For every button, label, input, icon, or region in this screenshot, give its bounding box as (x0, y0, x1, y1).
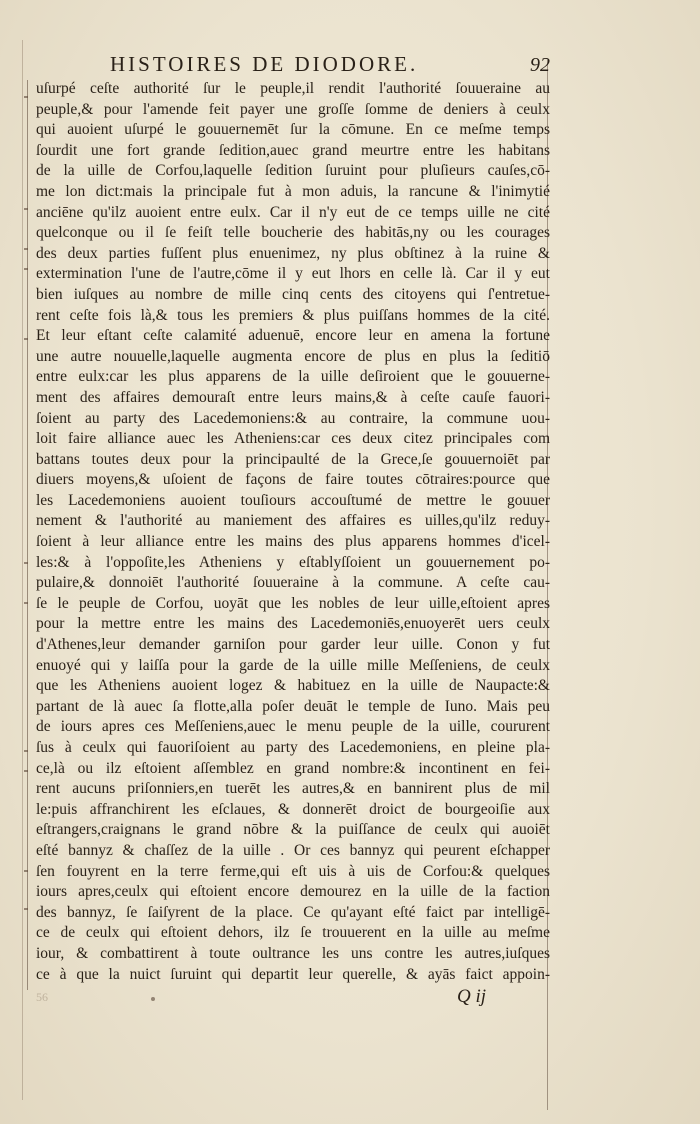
text-line: les:& à l'oppoſite,les Atheniens y eſtablyſſoient un gouuernement po- (36, 553, 550, 571)
text-line: ſoient à leur alliance entre les mains des plus apparens hommes d'icel- (36, 533, 550, 551)
text-line: peuple,& pour l'amende feit payer une groſſe ſomme de deniers à ceulx (36, 100, 550, 118)
text-line: ſen fouyrent en la terre ferme,qui eſt uis à uis de Corfou:& quelques (36, 862, 550, 880)
running-head-title: HISTOIRES DE DIODORE. (110, 52, 419, 76)
text-line: nement & l'authorité au maniement des affaires es uilles,qu'ilz reduy- (36, 512, 550, 530)
text-line: ſoient au party des Lacedemoniens:& au contraire, la commune uou- (36, 409, 550, 427)
text-line: ſe le peuple de Corfou, uoyāt que les nobles de leur uille,eſtoient apres (36, 594, 550, 612)
text-line: une autre nouuelle,laquelle augmenta encore de plus en plus la ſeditiō (36, 347, 550, 365)
margin-tick (24, 770, 28, 772)
text-line: rent aucuns priſonniers,en tuerēt les autres,& en bannirent plus de mil (36, 780, 550, 798)
text-line: ce de ceulx qui eſtoient dehors, ilz ſe trouuerent en la uille au meſme (36, 924, 550, 942)
text-line: battans toutes deux pour la principaulté de la Grece,ſe gouuernoiēt par (36, 450, 550, 468)
text-line: de iours apres ces Meſſeniens,auec le menu peuple de la uille, coururent (36, 718, 550, 736)
margin-tick (24, 208, 28, 210)
text-line: loit faire alliance auec les Atheniens:car ces deux citez principales com (36, 430, 550, 448)
text-line: ſourdit une fort grande ſedition,auec grand meurtre entre les habitans (36, 141, 550, 159)
margin-tick (24, 248, 28, 250)
signature-mark: Q ij (457, 986, 487, 1007)
text-line: de la uille de Corfou,laquelle ſedition ſuruint pour pluſieurs cauſes,cō- (36, 162, 550, 180)
text-line: d'Athenes,leur demander garniſon pour garder leur uille. Conon y fut (36, 636, 550, 654)
margin-tick (24, 562, 28, 564)
text-line: ſus à ceulx qui fauoriſoient au party des Lacedemoniens, en pleine pla- (36, 739, 550, 756)
text-line: qui auoient uſurpé le gouuernemēt ſur la cōmune. En ce meſme temps (36, 121, 550, 139)
margin-tick (24, 602, 28, 604)
gutter-edge (22, 40, 23, 1100)
text-line: ce,là ou ilz eſtoient aſſemblez en grand nombre:& incontinent en fei- (36, 759, 550, 777)
body-text (36, 79, 550, 985)
margin-tick (24, 96, 28, 98)
text-line: pulaire,& donnoiēt l'authorité ſouueraine à la commune. A ceſte cau- (36, 574, 550, 592)
text-line: des deux parties fuſſent plus enuenimez, ny plus obſtinez à la ruine & (36, 244, 550, 262)
text-line: anciēne qu'ilz auoient entre eulx. Car il n'y eut de ce temps uille ne cité (36, 203, 550, 221)
text-line: diuers moyens,& uſoient de façons de faire toutes cōtraires:pource que (36, 471, 550, 489)
text-line: bien iuſques au nombre de mille cinq cents des citoyens qui ſ'entretue- (36, 285, 550, 303)
text-line: Et leur eſtant ceſte calamité aduenuē, encore leur en amena la fortune (36, 327, 550, 345)
text-line: ment des affaires demouraſt entre leurs mains,& à ceſte cauſe fauori- (36, 388, 550, 406)
text-line: iour, & combattirent à toute oultrance les uns contre les autres,iuſques (36, 944, 550, 962)
text-line: entre eulx:car les plus apparens de la uille deſiroient que le gouuerne- (36, 368, 550, 386)
running-head (110, 52, 550, 82)
ink-dot (151, 997, 155, 1001)
text-line: le:puis affranchirent les eſclaues, & donnerēt droict de bourgeoiſie aux (36, 800, 550, 818)
text-line: me lon dict:mais la principale fut à mon aduis, la rancune & l'inimytié (36, 182, 550, 200)
text-line: pour la mettre entre les mains des Lacedemoniēs,enuoyerēt uers ceulx (36, 615, 550, 633)
margin-tick (24, 338, 28, 340)
text-line: que les Atheniens auoient logez & habituez en la uille de Naupacte:& (36, 677, 550, 695)
margin-tick (24, 870, 28, 872)
margin-tick (24, 268, 28, 270)
margin-tick (24, 908, 28, 910)
text-line: des bannyz, ſe ſaiſyrent de la place. Ce qu'ayant eſté faict par intelligē- (36, 903, 550, 921)
faint-margin-mark: 56 (36, 990, 48, 1004)
text-line: eſté bannyz & chaſſez de la uille . Or ces bannyz qui peurent eſchapper (36, 841, 550, 859)
margin-tick (24, 750, 28, 752)
folio-number: 92 (530, 54, 550, 76)
text-line: ce à que la nuict ſuruint qui departit leur querelle, & ayās faict appoin- (36, 965, 550, 983)
text-line: les Lacedemoniens auoient touſiours accouſtumé de mettre le gouuer (36, 491, 550, 509)
left-rule (27, 80, 28, 990)
text-line: eſtrangers,craignans le grand nōbre & la puiſſance de ceulx qui auoiēt (36, 821, 550, 839)
text-line: rent ceſte fois là,& tous les premiers & plus puiſſans hommes de la cité. (36, 306, 550, 324)
text-line: quelconque ou il ſe feiſt telle boucherie des habitās,ny ou les courages (36, 224, 550, 242)
text-line: partant de là auec ſa flotte,alla poſer deuāt le temple de Iuno. Mais peu (36, 697, 550, 715)
text-line: iours apres,ceulx qui eſtoient encore demourez en la uille de la faction (36, 883, 550, 901)
text-line: uſurpé ceſte authorité ſur le peuple,il rendit l'authorité ſouueraine au (36, 80, 550, 97)
text-line: extermination l'une de l'autre,cōme il y eut lhors en celle là. Car il y eut (36, 265, 550, 283)
text-line: enuoyé qui y laiſſa pour la garde de la uille mille Meſſeniens, de ceulx (36, 656, 550, 674)
